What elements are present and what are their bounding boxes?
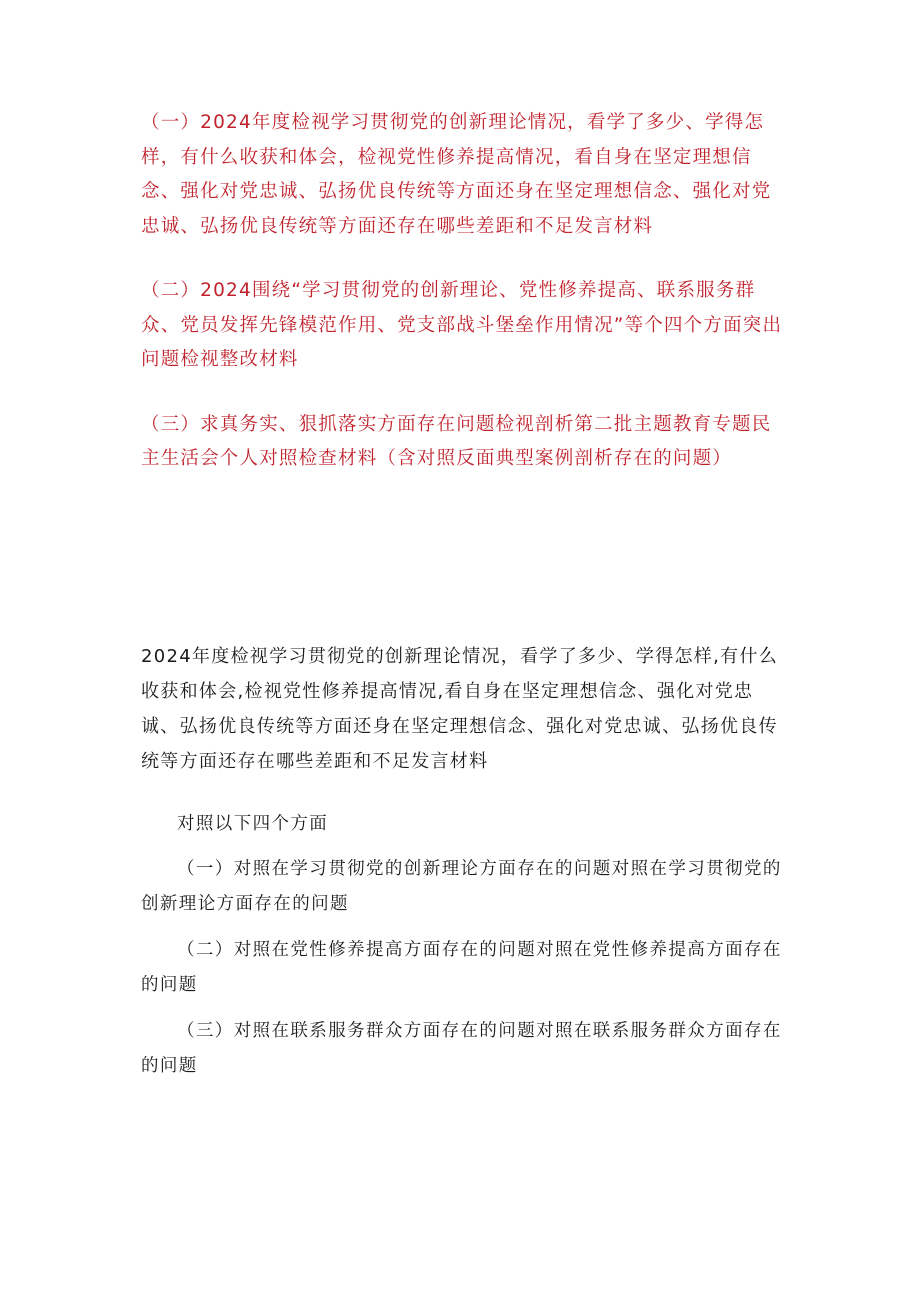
document-heading: 2024年度检视学习贯彻党的创新理论情况，看学了多少、学得怎样,有什么收获和体会,检视党性修养提高情况,看自身在坚定理想信念、强化对党忠诚、弘扬优良传统等方面还身在坚定理想信念、强化对党忠诚、弘扬优良传统等方面还存在哪些差距和不足发言材料 bbox=[141, 646, 779, 772]
toc-item-2: （二）2024围绕“学习贯彻党的创新理论、党性修养提高、联系服务群众、党员发挥先锋模范作用、党支部战斗堡垒作用情况”等个四个方面突出问题检视整改材料 bbox=[141, 280, 783, 370]
lead-paragraph: 对照以下四个方面 bbox=[177, 814, 329, 834]
list-item-3: （三）对照在联系服务群众方面存在的问题对照在联系服务群众方面存在的问题 bbox=[141, 1021, 782, 1076]
list-item-1: （一）对照在学习贯彻党的创新理论方面存在的问题对照在学习贯彻党的创新理论方面存在的问题 bbox=[141, 859, 782, 914]
table-of-contents bbox=[141, 106, 791, 507]
toc-item-3: （三）求真务实、狠抓落实方面存在问题检视剖析第二批主题教育专题民主生活会个人对照检查材料（含对照反面典型案例剖析存在的问题） bbox=[141, 413, 772, 469]
document-body bbox=[141, 639, 791, 1095]
spacer bbox=[141, 779, 791, 807]
toc-item-1: （一）2024年度检视学习贯彻党的创新理论情况，看学了多少、学得怎样，有什么收获和体会，检视党性修养提高情况，看自身在坚定理想信念、强化对党忠诚、弘扬优良传统等方面还身在坚定理想信念、强化对党忠诚、弘扬优良传统等方面还存在哪些差距和不足发言材料 bbox=[141, 112, 772, 237]
list-item-2: （二）对照在党性修养提高方面存在的问题对照在党性修养提高方面存在的问题 bbox=[141, 940, 782, 995]
